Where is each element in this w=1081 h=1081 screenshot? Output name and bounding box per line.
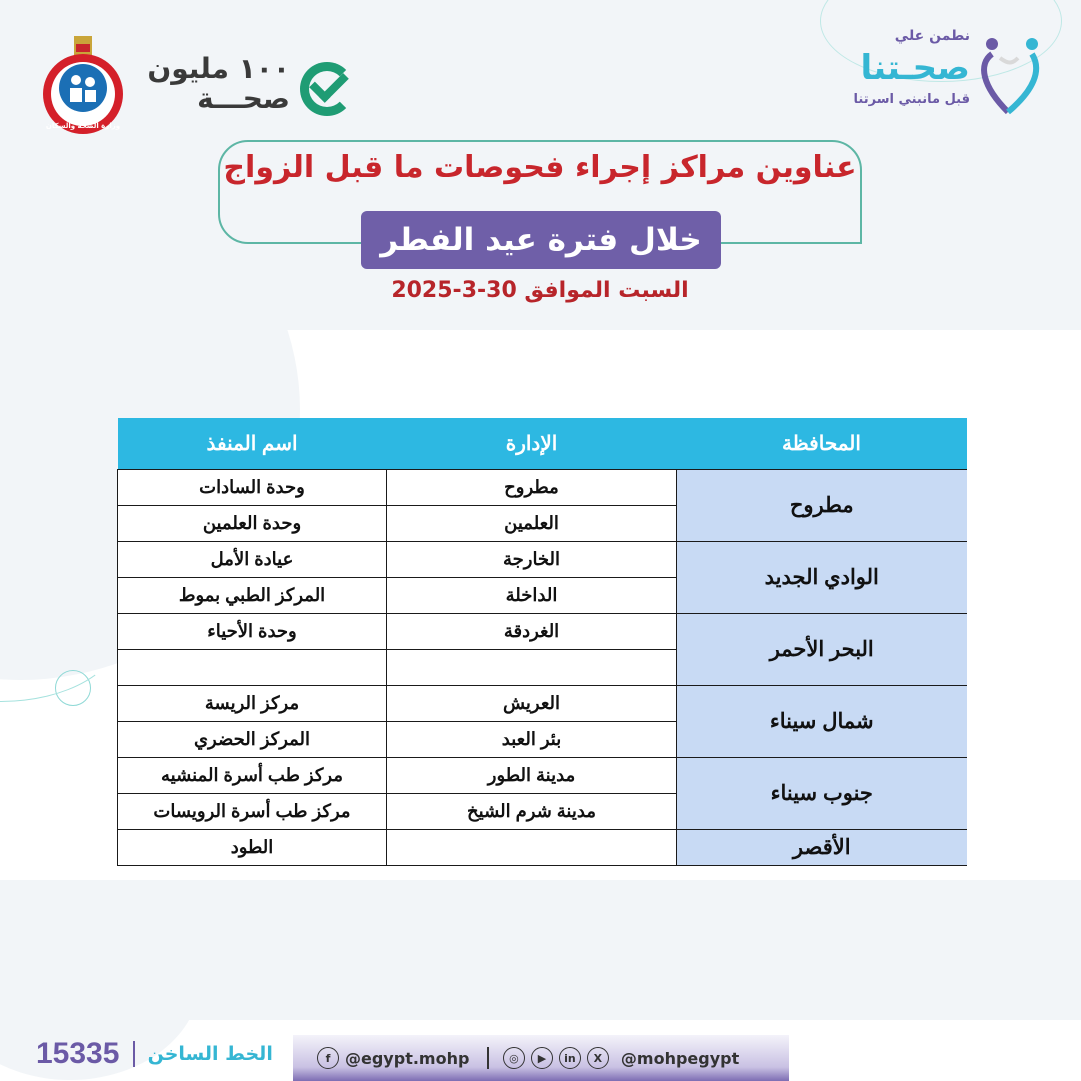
table-row xyxy=(118,758,967,794)
administration-cell: الداخلة xyxy=(387,578,677,614)
page-title: عناوين مراكز إجراء فحوصات ما قبل الزواج xyxy=(223,150,857,185)
centers-table xyxy=(117,418,966,866)
administration-cell xyxy=(387,650,677,686)
outlet-cell: المركز الطبي بموط xyxy=(118,578,387,614)
governorate-cell: الوادي الجديد xyxy=(677,542,967,614)
table-row xyxy=(118,470,967,506)
outlet-cell: الطود xyxy=(118,830,387,866)
table-row xyxy=(118,542,967,578)
governorate-cell: جنوب سيناء xyxy=(677,758,967,830)
administration-cell: مدينة الطور xyxy=(387,758,677,794)
outlet-cell: عيادة الأمل xyxy=(118,542,387,578)
hotline-number: 15335 xyxy=(36,1037,120,1070)
governorate-cell: البحر الأحمر xyxy=(677,614,967,686)
social-handle[interactable]: @mohpegypt xyxy=(620,1048,740,1068)
administration-cell xyxy=(387,830,677,866)
administration-cell: مطروح xyxy=(387,470,677,506)
header-outlet: اسم المنفذ xyxy=(118,418,387,470)
x-icon[interactable]: X xyxy=(587,1047,609,1069)
heart-family-icon xyxy=(978,34,1042,118)
outlet-cell: مركز طب أسرة المنشيه xyxy=(118,758,387,794)
table-row xyxy=(118,686,967,722)
youtube-icon[interactable]: ▶ xyxy=(531,1047,553,1069)
initiative-name: ١٠٠ مليون صحـــة xyxy=(147,52,290,115)
outlet-cell: وحدة السادات xyxy=(118,470,387,506)
administration-cell: العلمين xyxy=(387,506,677,542)
outlet-cell xyxy=(118,650,387,686)
divider xyxy=(487,1047,489,1069)
svg-text:وزارة الصحة والسكان: وزارة الصحة والسكان xyxy=(45,122,121,130)
ministry-emblem-icon xyxy=(38,36,128,136)
ministry-logo xyxy=(38,36,128,136)
governorate-cell: الأقصر xyxy=(677,830,967,866)
outlet-cell: مركز الريسة xyxy=(118,686,387,722)
header-administration: الإدارة xyxy=(387,418,677,470)
outlet-cell: وحدة الأحياء xyxy=(118,614,387,650)
governorate-cell: مطروح xyxy=(677,470,967,542)
header-governorate: المحافظة xyxy=(677,418,967,470)
outlet-cell: مركز طب أسرة الرويسات xyxy=(118,794,387,830)
facebook-handle[interactable]: @egypt.mohp xyxy=(345,1048,470,1068)
table-row xyxy=(118,614,967,650)
100-million-health-logo xyxy=(147,52,354,120)
governorate-cell: شمال سيناء xyxy=(677,686,967,758)
table-header-row xyxy=(118,418,967,470)
administration-cell: الغردقة xyxy=(387,614,677,650)
administration-cell: بئر العبد xyxy=(387,722,677,758)
administration-cell: الخارجة xyxy=(387,542,677,578)
social-bar xyxy=(293,1035,789,1081)
outlet-cell: وحدة العلمين xyxy=(118,506,387,542)
subtitle-badge: خلال فترة عيد الفطر xyxy=(361,211,721,269)
hotline-label: الخط الساخن xyxy=(147,1043,273,1065)
campaign-logo: نطمن علي صحـتنا قبل مانبني اسرتنا xyxy=(840,28,1050,124)
date-line: السبت الموافق 30-3-2025 xyxy=(391,278,689,303)
linkedin-icon[interactable]: in xyxy=(559,1047,581,1069)
hotline xyxy=(36,1037,273,1071)
administration-cell: العريش xyxy=(387,686,677,722)
divider xyxy=(133,1041,135,1067)
table-row xyxy=(118,830,967,866)
outlet-cell: المركز الحضري xyxy=(118,722,387,758)
administration-cell: مدينة شرم الشيخ xyxy=(387,794,677,830)
facebook-icon[interactable]: f xyxy=(317,1047,339,1069)
instagram-icon[interactable]: ◎ xyxy=(503,1047,525,1069)
